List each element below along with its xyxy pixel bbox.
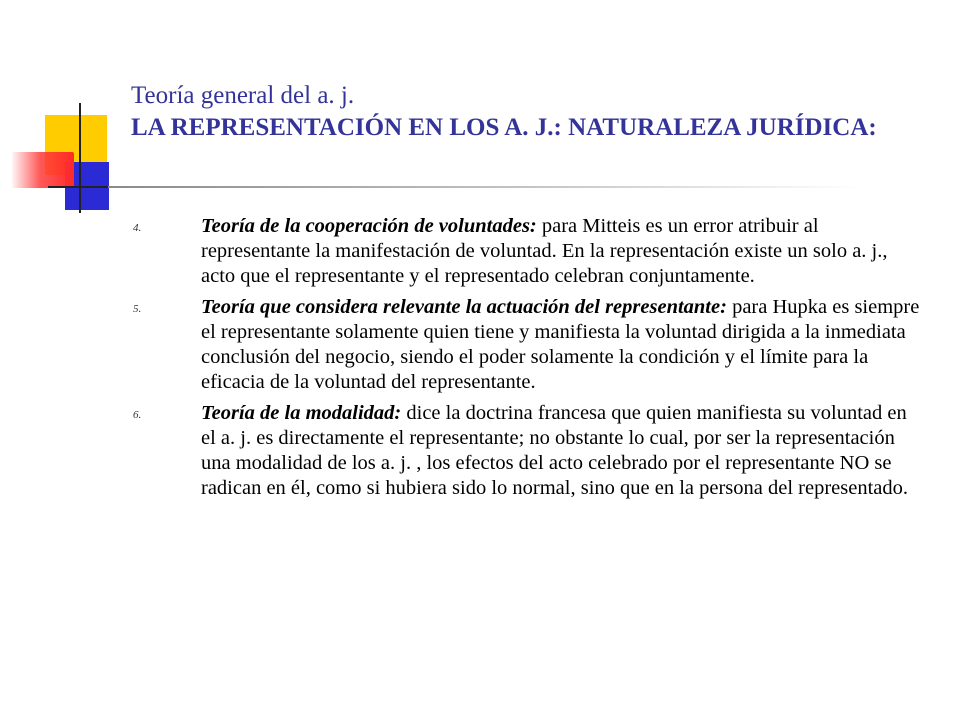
slide-content-list (130, 214, 920, 507)
list-item-text: dice la doctrina francesa que quien manifiesta su voluntad en el a. j. es directamente el representante; no obstante lo cual, por ser la representación una modalidad de los a. j. , los efectos del acto celebrado por el representante NO se radican en él, como si hubiera sido lo normal, sino que en la persona del representado. (201, 402, 909, 499)
list-item-heading: Teoría de la modalidad: (201, 402, 402, 424)
slide-title (131, 80, 891, 144)
decorative-horizontal-line (48, 186, 108, 188)
list-item-text: para Mitteis es un error atribuir al representante la manifestación de voluntad. En la representación existe un solo a. j., acto que el representante y el representado celebran conjuntamente. (201, 215, 888, 287)
title-underline-rule (108, 186, 860, 188)
list-item-number: 4. (133, 222, 142, 234)
list-item-number: 5. (133, 303, 142, 315)
list-item-text: para Hupka es siempre el representante solamente quien tiene y manifiesta la voluntad dirigida a la inmediata conclusión del negocio, siendo el poder solamente la condición y el límite para la eficacia de la voluntad del representante. (201, 296, 920, 393)
list-item (130, 214, 920, 289)
title-topic: LA REPRESENTACIÓN EN LOS A. J.: NATURALEZA JURÍDICA: (131, 114, 877, 141)
list-item-heading: Teoría de la cooperación de voluntades: (201, 215, 537, 237)
list-item (130, 295, 920, 395)
decorative-red-bar (12, 152, 74, 188)
list-item (130, 401, 920, 501)
list-item-heading: Teoría que considera relevante la actuación del representante: (201, 296, 727, 318)
list-item-number: 6. (133, 409, 142, 421)
title-subject: Teoría general del a. j. (131, 82, 355, 109)
decorative-vertical-line (79, 103, 81, 213)
